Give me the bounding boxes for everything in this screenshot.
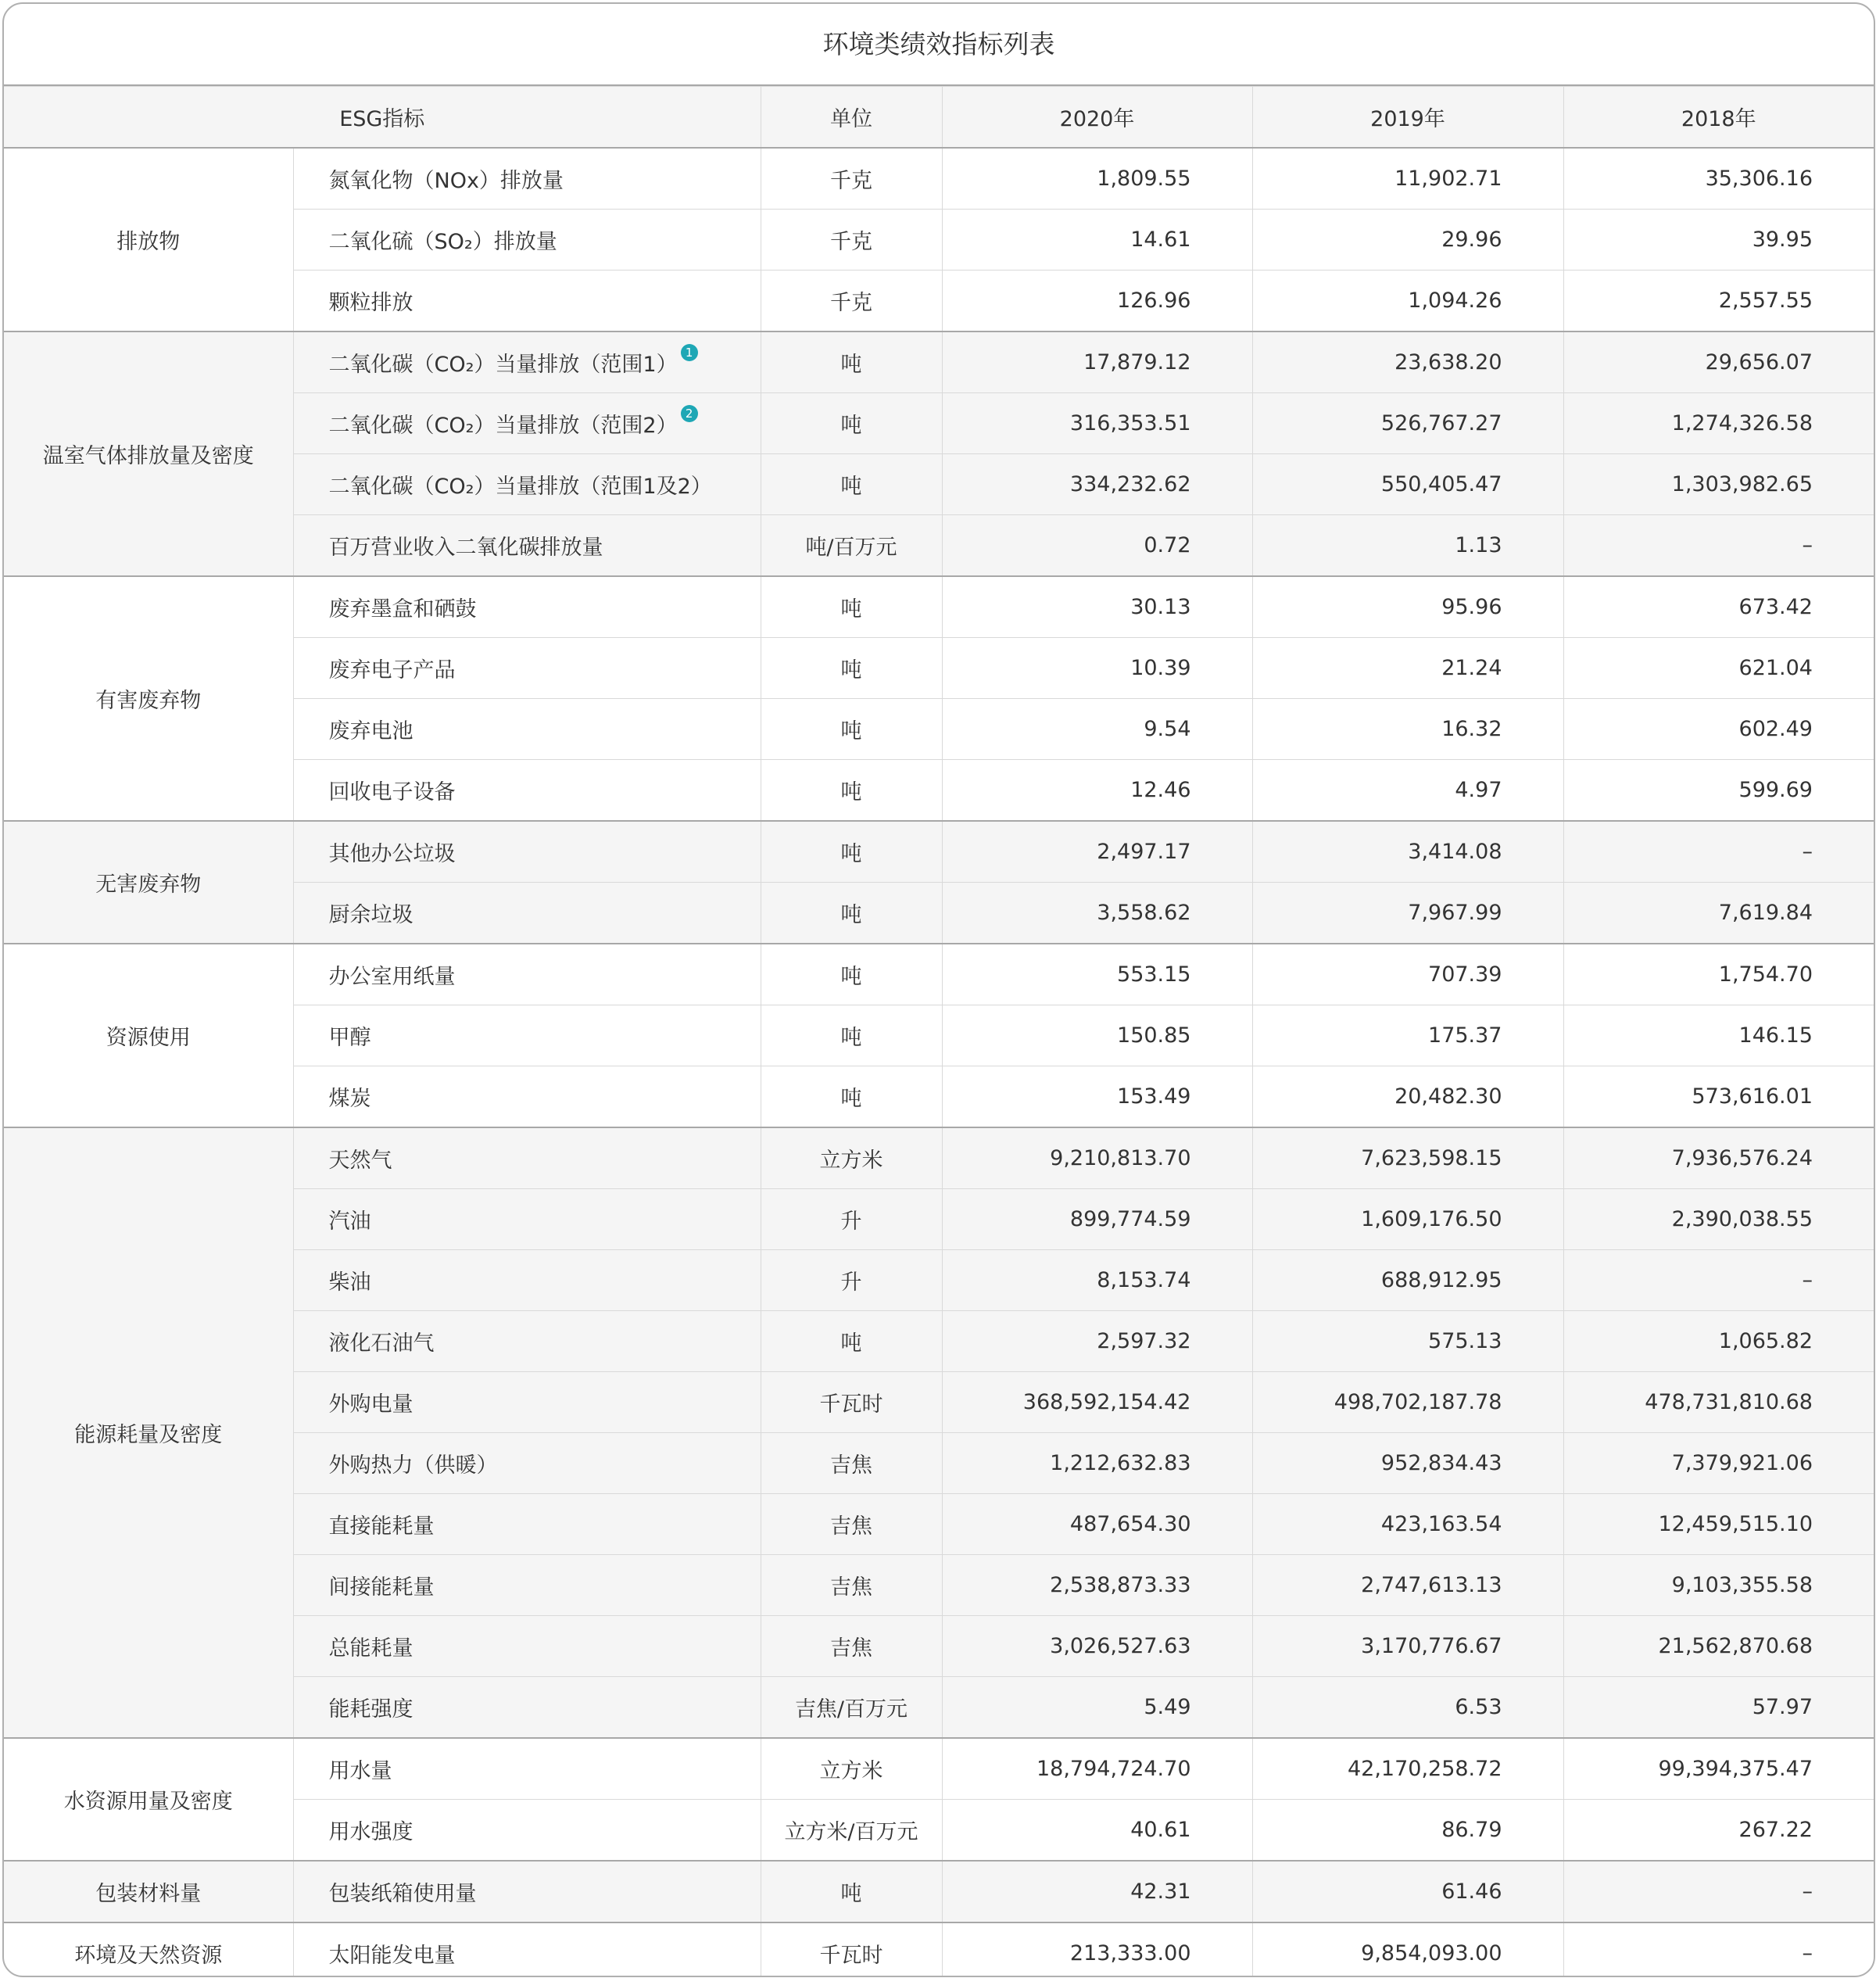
value-2019-cell: 95.96 <box>1252 576 1563 638</box>
indicator-cell <box>293 454 761 515</box>
unit-cell: 吨 <box>761 331 942 393</box>
value-2018-cell: 146.15 <box>1563 1005 1874 1066</box>
category-group <box>4 331 1874 576</box>
value-2019-cell: 1,094.26 <box>1252 271 1563 332</box>
header-2018: 2018年 <box>1563 87 1874 149</box>
indicator-cell <box>293 1433 761 1494</box>
table-card <box>2 2 1875 1977</box>
value-2019-cell: 61.46 <box>1252 1861 1563 1922</box>
header-unit: 单位 <box>761 87 942 149</box>
value-2020-cell: 368,592,154.42 <box>942 1372 1252 1433</box>
unit-cell: 千瓦时 <box>761 1372 942 1433</box>
value-2020-cell: 487,654.30 <box>942 1494 1252 1555</box>
indicator-cell <box>293 393 761 454</box>
value-2018-cell: 2,557.55 <box>1563 271 1874 332</box>
indicator-cell <box>293 271 761 332</box>
value-2020-cell: 9,210,813.70 <box>942 1127 1252 1189</box>
unit-cell: 吨 <box>761 576 942 638</box>
indicator-label: 百万营业收入二氧化碳排放量 <box>328 536 603 560</box>
value-2020-cell: 150.85 <box>942 1005 1252 1066</box>
value-2019-cell: 498,702,187.78 <box>1252 1372 1563 1433</box>
category-group <box>4 1922 1874 1977</box>
indicator-cell <box>293 1250 761 1311</box>
value-2019-cell: 16.32 <box>1252 699 1563 760</box>
value-2018-cell: 1,274,326.58 <box>1563 393 1874 454</box>
category-group <box>4 576 1874 821</box>
value-2019-cell: 86.79 <box>1252 1800 1563 1862</box>
value-2020-cell: 42.31 <box>942 1861 1252 1922</box>
indicator-label: 颗粒排放 <box>328 291 414 315</box>
indicator-label: 柴油 <box>328 1270 371 1295</box>
indicator-cell <box>293 515 761 577</box>
indicator-label: 包装纸箱使用量 <box>328 1882 477 1906</box>
indicator-label: 甲醇 <box>328 1026 371 1050</box>
value-2018-cell: 99,394,375.47 <box>1563 1738 1874 1800</box>
unit-cell: 吉焦 <box>761 1494 942 1555</box>
unit-cell: 吨 <box>761 821 942 883</box>
value-2020-cell: 30.13 <box>942 576 1252 638</box>
indicator-cell <box>293 1189 761 1250</box>
indicator-label: 二氧化碳（CO₂）当量排放（范围1及2） <box>328 475 712 499</box>
indicator-label: 氮氧化物（NOx）排放量 <box>328 169 564 193</box>
value-2018-cell: – <box>1563 1861 1874 1922</box>
value-2020-cell: 316,353.51 <box>942 393 1252 454</box>
value-2019-cell: 707.39 <box>1252 944 1563 1005</box>
unit-cell: 升 <box>761 1250 942 1311</box>
value-2019-cell: 575.13 <box>1252 1311 1563 1372</box>
indicator-cell <box>293 944 761 1005</box>
value-2020-cell: 3,026,527.63 <box>942 1616 1252 1677</box>
unit-cell: 吉焦 <box>761 1616 942 1677</box>
value-2020-cell: 3,558.62 <box>942 883 1252 944</box>
value-2020-cell: 2,497.17 <box>942 821 1252 883</box>
esg-table <box>4 86 1874 1977</box>
category-group <box>4 1127 1874 1738</box>
value-2018-cell: 673.42 <box>1563 576 1874 638</box>
unit-cell: 吉焦 <box>761 1555 942 1616</box>
value-2019-cell: 21.24 <box>1252 638 1563 699</box>
value-2020-cell: 126.96 <box>942 271 1252 332</box>
indicator-cell <box>293 1311 761 1372</box>
value-2020-cell: 153.49 <box>942 1066 1252 1128</box>
table-header <box>4 87 1874 149</box>
value-2018-cell: 1,303,982.65 <box>1563 454 1874 515</box>
value-2019-cell: 1.13 <box>1252 515 1563 577</box>
value-2018-cell: 1,065.82 <box>1563 1311 1874 1372</box>
value-2019-cell: 423,163.54 <box>1252 1494 1563 1555</box>
unit-cell: 吨 <box>761 1311 942 1372</box>
unit-cell: 吨 <box>761 1066 942 1128</box>
value-2020-cell: 0.72 <box>942 515 1252 577</box>
table-row <box>4 1127 1874 1189</box>
value-2020-cell: 899,774.59 <box>942 1189 1252 1250</box>
value-2018-cell: – <box>1563 1922 1874 1977</box>
indicator-label: 二氧化碳（CO₂）当量排放（范围2） <box>328 414 678 438</box>
table-row <box>4 821 1874 883</box>
category-cell: 包装材料量 <box>4 1861 293 1922</box>
value-2018-cell: 621.04 <box>1563 638 1874 699</box>
unit-cell: 立方米 <box>761 1738 942 1800</box>
indicator-cell <box>293 1861 761 1922</box>
unit-cell: 吨 <box>761 1005 942 1066</box>
value-2018-cell: 39.95 <box>1563 210 1874 271</box>
indicator-label: 废弃墨盒和硒鼓 <box>328 597 477 622</box>
indicator-label: 直接能耗量 <box>328 1514 435 1539</box>
value-2020-cell: 14.61 <box>942 210 1252 271</box>
unit-cell: 吨/百万元 <box>761 515 942 577</box>
unit-cell: 立方米 <box>761 1127 942 1189</box>
indicator-label: 二氧化碳（CO₂）当量排放（范围1） <box>328 353 678 377</box>
value-2018-cell: 35,306.16 <box>1563 148 1874 210</box>
unit-cell: 吨 <box>761 1861 942 1922</box>
indicator-cell <box>293 1005 761 1066</box>
value-2020-cell: 1,809.55 <box>942 148 1252 210</box>
category-cell: 能源耗量及密度 <box>4 1127 293 1738</box>
unit-cell: 吉焦 <box>761 1433 942 1494</box>
unit-cell: 千克 <box>761 271 942 332</box>
value-2020-cell: 8,153.74 <box>942 1250 1252 1311</box>
unit-cell: 升 <box>761 1189 942 1250</box>
value-2019-cell: 4.97 <box>1252 760 1563 822</box>
indicator-label: 液化石油气 <box>328 1331 435 1356</box>
category-group <box>4 1861 1874 1922</box>
header-indicator: ESG指标 <box>4 87 761 149</box>
value-2018-cell: 2,390,038.55 <box>1563 1189 1874 1250</box>
indicator-label: 外购热力（供暖） <box>328 1453 498 1478</box>
value-2019-cell: 7,967.99 <box>1252 883 1563 944</box>
value-2018-cell: – <box>1563 821 1874 883</box>
category-cell: 排放物 <box>4 148 293 331</box>
indicator-cell <box>293 1616 761 1677</box>
category-cell: 资源使用 <box>4 944 293 1127</box>
unit-cell: 吨 <box>761 760 942 822</box>
indicator-label: 二氧化硫（SO₂）排放量 <box>328 230 557 254</box>
indicator-cell <box>293 821 761 883</box>
value-2019-cell: 550,405.47 <box>1252 454 1563 515</box>
value-2018-cell: 9,103,355.58 <box>1563 1555 1874 1616</box>
indicator-cell <box>293 883 761 944</box>
value-2018-cell: – <box>1563 515 1874 577</box>
value-2020-cell: 1,212,632.83 <box>942 1433 1252 1494</box>
unit-cell: 吨 <box>761 883 942 944</box>
indicator-label: 厨余垃圾 <box>328 903 414 927</box>
value-2018-cell: – <box>1563 1250 1874 1311</box>
category-cell: 有害废弃物 <box>4 576 293 821</box>
value-2019-cell: 11,902.71 <box>1252 148 1563 210</box>
unit-cell: 吨 <box>761 699 942 760</box>
value-2019-cell: 175.37 <box>1252 1005 1563 1066</box>
indicator-label: 天然气 <box>328 1148 392 1173</box>
indicator-label: 用水强度 <box>328 1820 414 1844</box>
value-2018-cell: 57.97 <box>1563 1677 1874 1739</box>
table-row <box>4 1861 1874 1922</box>
category-group <box>4 148 1874 331</box>
indicator-cell <box>293 148 761 210</box>
value-2019-cell: 3,414.08 <box>1252 821 1563 883</box>
indicator-cell <box>293 1494 761 1555</box>
unit-cell: 吨 <box>761 454 942 515</box>
indicator-label: 回收电子设备 <box>328 780 456 804</box>
value-2019-cell: 23,638.20 <box>1252 331 1563 393</box>
indicator-cell <box>293 576 761 638</box>
indicator-label: 间接能耗量 <box>328 1575 435 1600</box>
indicator-cell <box>293 1372 761 1433</box>
value-2019-cell: 1,609,176.50 <box>1252 1189 1563 1250</box>
value-2020-cell: 2,538,873.33 <box>942 1555 1252 1616</box>
value-2018-cell: 7,619.84 <box>1563 883 1874 944</box>
value-2018-cell: 21,562,870.68 <box>1563 1616 1874 1677</box>
value-2019-cell: 952,834.43 <box>1252 1433 1563 1494</box>
category-group <box>4 944 1874 1127</box>
unit-cell: 吨 <box>761 638 942 699</box>
indicator-label: 办公室用纸量 <box>328 965 456 989</box>
indicator-cell <box>293 1677 761 1739</box>
value-2019-cell: 29.96 <box>1252 210 1563 271</box>
indicator-label: 太阳能发电量 <box>328 1944 456 1968</box>
indicator-label: 其他办公垃圾 <box>328 842 456 866</box>
value-2019-cell: 7,623,598.15 <box>1252 1127 1563 1189</box>
indicator-label: 废弃电池 <box>328 719 414 744</box>
indicator-cell <box>293 1127 761 1189</box>
value-2018-cell: 602.49 <box>1563 699 1874 760</box>
unit-cell: 千瓦时 <box>761 1922 942 1977</box>
unit-cell: 千克 <box>761 210 942 271</box>
value-2020-cell: 2,597.32 <box>942 1311 1252 1372</box>
unit-cell: 吉焦/百万元 <box>761 1677 942 1739</box>
value-2019-cell: 42,170,258.72 <box>1252 1738 1563 1800</box>
value-2020-cell: 9.54 <box>942 699 1252 760</box>
value-2018-cell: 478,731,810.68 <box>1563 1372 1874 1433</box>
value-2018-cell: 12,459,515.10 <box>1563 1494 1874 1555</box>
indicator-label: 废弃电子产品 <box>328 658 456 683</box>
indicator-label: 汽油 <box>328 1209 371 1234</box>
value-2020-cell: 5.49 <box>942 1677 1252 1739</box>
category-cell: 温室气体排放量及密度 <box>4 331 293 576</box>
indicator-cell <box>293 1555 761 1616</box>
value-2019-cell: 2,747,613.13 <box>1252 1555 1563 1616</box>
indicator-cell <box>293 760 761 822</box>
table-row <box>4 148 1874 210</box>
value-2018-cell: 29,656.07 <box>1563 331 1874 393</box>
value-2019-cell: 6.53 <box>1252 1677 1563 1739</box>
table-row <box>4 331 1874 393</box>
table-row <box>4 576 1874 638</box>
value-2018-cell: 267.22 <box>1563 1800 1874 1862</box>
value-2020-cell: 17,879.12 <box>942 331 1252 393</box>
header-2020: 2020年 <box>942 87 1252 149</box>
value-2018-cell: 573,616.01 <box>1563 1066 1874 1128</box>
value-2020-cell: 40.61 <box>942 1800 1252 1862</box>
unit-cell: 千克 <box>761 148 942 210</box>
value-2018-cell: 1,754.70 <box>1563 944 1874 1005</box>
footnote-badge: 2 <box>681 405 698 422</box>
category-group <box>4 821 1874 944</box>
value-2020-cell: 18,794,724.70 <box>942 1738 1252 1800</box>
value-2019-cell: 688,912.95 <box>1252 1250 1563 1311</box>
category-cell: 水资源用量及密度 <box>4 1738 293 1861</box>
value-2018-cell: 599.69 <box>1563 760 1874 822</box>
value-2020-cell: 553.15 <box>942 944 1252 1005</box>
value-2020-cell: 12.46 <box>942 760 1252 822</box>
footnote-badge: 1 <box>681 344 698 361</box>
indicator-cell <box>293 1800 761 1862</box>
value-2018-cell: 7,379,921.06 <box>1563 1433 1874 1494</box>
category-cell: 无害废弃物 <box>4 821 293 944</box>
table-row <box>4 944 1874 1005</box>
indicator-cell <box>293 699 761 760</box>
unit-cell: 吨 <box>761 393 942 454</box>
value-2020-cell: 213,333.00 <box>942 1922 1252 1977</box>
value-2019-cell: 20,482.30 <box>1252 1066 1563 1128</box>
indicator-label: 用水量 <box>328 1759 392 1783</box>
indicator-cell <box>293 210 761 271</box>
header-2019: 2019年 <box>1252 87 1563 149</box>
value-2019-cell: 9,854,093.00 <box>1252 1922 1563 1977</box>
indicator-label: 总能耗量 <box>328 1636 414 1661</box>
category-cell: 环境及天然资源 <box>4 1922 293 1977</box>
category-group <box>4 1738 1874 1861</box>
value-2020-cell: 10.39 <box>942 638 1252 699</box>
indicator-cell <box>293 1738 761 1800</box>
indicator-label: 能耗强度 <box>328 1697 414 1722</box>
unit-cell: 立方米/百万元 <box>761 1800 942 1862</box>
indicator-label: 外购电量 <box>328 1392 414 1417</box>
indicator-cell <box>293 331 761 393</box>
table-row <box>4 1922 1874 1977</box>
value-2020-cell: 334,232.62 <box>942 454 1252 515</box>
value-2019-cell: 3,170,776.67 <box>1252 1616 1563 1677</box>
value-2019-cell: 526,767.27 <box>1252 393 1563 454</box>
indicator-cell <box>293 1066 761 1128</box>
indicator-cell <box>293 1922 761 1977</box>
value-2018-cell: 7,936,576.24 <box>1563 1127 1874 1189</box>
table-row <box>4 1738 1874 1800</box>
indicator-label: 煤炭 <box>328 1087 371 1111</box>
table-title: 环境类绩效指标列表 <box>4 4 1874 86</box>
indicator-cell <box>293 638 761 699</box>
unit-cell: 吨 <box>761 944 942 1005</box>
